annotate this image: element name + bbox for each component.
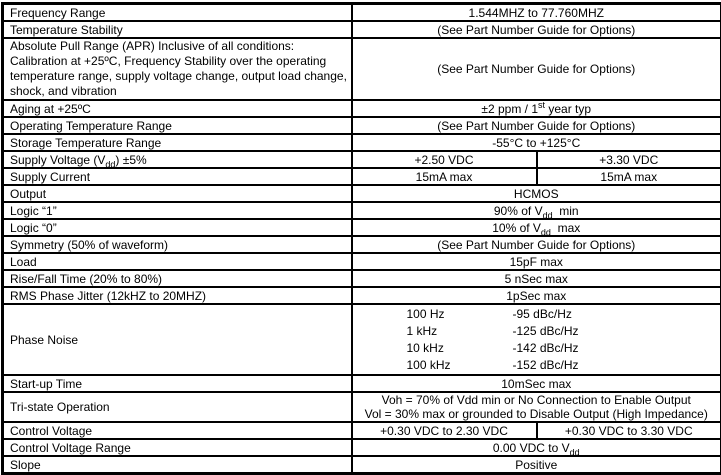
- row-operating-temperature: [3, 117, 721, 134]
- row-phase-noise-value: [352, 304, 721, 375]
- logic-low-value-pre: 10% of V: [492, 221, 541, 235]
- row-rms-phase-jitter-label: RMS Phase Jitter (12kHZ to 20MHZ): [3, 287, 352, 304]
- row-aging: [3, 100, 721, 117]
- row-logic-low: [3, 219, 721, 236]
- row-supply-voltage-label: [3, 151, 352, 168]
- row-rise-fall-time-value: 5 nSec max: [352, 270, 721, 287]
- control-voltage-range-value-pre: 0.00 VDC to V: [493, 441, 570, 455]
- aging-value-superscript: st: [538, 100, 545, 110]
- row-supply-current-value-a: 15mA max: [352, 168, 537, 185]
- logic-high-value-post: min: [553, 204, 579, 218]
- row-temperature-stability-value: (See Part Number Guide for Options): [352, 21, 721, 38]
- row-aging-value: [352, 100, 721, 117]
- row-logic-high: [3, 202, 721, 219]
- supply-voltage-label-pre: Supply Voltage (V: [10, 153, 105, 167]
- row-control-voltage-value-a: +0.30 VDC to 2.30 VDC: [352, 422, 537, 439]
- row-supply-current-value-b: 15mA max: [537, 168, 721, 185]
- row-tristate-operation: [3, 392, 721, 422]
- logic-high-value-subscript: dd: [543, 210, 553, 219]
- row-output-label: Output: [3, 185, 352, 202]
- row-aging-label: Aging at +25ºC: [3, 100, 352, 117]
- row-absolute-pull-range: [3, 38, 721, 100]
- row-symmetry-label: Symmetry (50% of waveform): [3, 236, 352, 253]
- row-slope: [3, 456, 721, 474]
- row-logic-high-label: Logic “1”: [3, 202, 352, 219]
- supply-voltage-label-post: ) ±5%: [115, 153, 146, 167]
- row-temperature-stability: [3, 21, 721, 38]
- row-phase-noise-label: Phase Noise: [3, 304, 352, 375]
- row-slope-label: Slope: [3, 456, 352, 474]
- row-rise-fall-time-label: Rise/Fall Time (20% to 80%): [3, 270, 352, 287]
- tristate-line-enable: Voh = 70% of Vdd min or No Connection to Enable Output: [355, 393, 719, 407]
- row-tristate-operation-value: [352, 392, 721, 422]
- row-logic-high-value: [352, 202, 721, 219]
- row-storage-temperature: [3, 134, 721, 151]
- phase-noise-value: -142 dBc/Hz: [513, 340, 579, 357]
- row-supply-voltage-value-330: +3.30 VDC: [537, 151, 721, 168]
- tristate-line-disable: Vol = 30% max or grounded to Disable Output (High Impedance): [355, 407, 719, 421]
- row-control-voltage: [3, 422, 721, 439]
- row-control-voltage-value-b: +0.30 VDC to 3.30 VDC: [537, 422, 721, 439]
- row-frequency-range-value: 1.544MHZ to 77.760MHZ: [352, 4, 721, 22]
- row-temperature-stability-label: Temperature Stability: [3, 21, 352, 38]
- supply-voltage-label-subscript: dd: [105, 159, 115, 168]
- logic-high-value-pre: 90% of V: [494, 204, 543, 218]
- row-control-voltage-range-label: Control Voltage Range: [3, 439, 352, 456]
- aging-value-post: year typ: [545, 102, 591, 116]
- row-startup-time: [3, 375, 721, 392]
- row-control-voltage-range-value: [352, 439, 721, 456]
- row-supply-current: [3, 168, 721, 185]
- logic-low-value-subscript: dd: [541, 227, 551, 236]
- row-supply-voltage-value-250: +2.50 VDC: [352, 151, 537, 168]
- row-absolute-pull-range-value: (See Part Number Guide for Options): [352, 38, 721, 100]
- phase-noise-freq: 100 Hz: [407, 306, 513, 323]
- row-symmetry-value: (See Part Number Guide for Options): [352, 236, 721, 253]
- row-frequency-range-label: Frequency Range: [3, 4, 352, 22]
- phase-noise-list: [407, 306, 579, 374]
- row-supply-voltage: [3, 151, 721, 168]
- row-startup-time-value: 10mSec max: [352, 375, 721, 392]
- phase-noise-freq: 1 kHz: [407, 323, 513, 340]
- row-load: [3, 253, 721, 270]
- row-absolute-pull-range-label: Absolute Pull Range (APR) Inclusive of all conditions: Calibration at +25ºC, Frequency Stability over the operating temperature range, supply voltage change, output load change, shock, and vibration: [3, 38, 352, 100]
- row-load-label: Load: [3, 253, 352, 270]
- row-control-voltage-range: [3, 439, 721, 456]
- row-control-voltage-label: Control Voltage: [3, 422, 352, 439]
- row-startup-time-label: Start-up Time: [3, 375, 352, 392]
- row-phase-noise: [3, 304, 721, 375]
- row-load-value: 15pF max: [352, 253, 721, 270]
- row-rms-phase-jitter: [3, 287, 721, 304]
- phase-noise-value: -152 dBc/Hz: [513, 357, 579, 374]
- row-rms-phase-jitter-value: 1pSec max: [352, 287, 721, 304]
- spec-table: [1, 2, 721, 475]
- control-voltage-range-value-subscript: dd: [570, 447, 580, 456]
- row-slope-value: Positive: [352, 456, 721, 474]
- row-output-value: HCMOS: [352, 185, 721, 202]
- aging-value-pre: ±2 ppm / 1: [481, 102, 538, 116]
- logic-low-value-post: max: [551, 221, 580, 235]
- row-storage-temperature-value: -55°C to +125°C: [352, 134, 721, 151]
- row-tristate-operation-label: Tri-state Operation: [3, 392, 352, 422]
- phase-noise-value: -95 dBc/Hz: [513, 306, 579, 323]
- row-operating-temperature-label: Operating Temperature Range: [3, 117, 352, 134]
- row-logic-low-value: [352, 219, 721, 236]
- row-rise-fall-time: [3, 270, 721, 287]
- row-symmetry: [3, 236, 721, 253]
- phase-noise-freq: 100 kHz: [407, 357, 513, 374]
- row-supply-current-label: Supply Current: [3, 168, 352, 185]
- row-frequency-range: [3, 4, 721, 22]
- phase-noise-value: -125 dBc/Hz: [513, 323, 579, 340]
- row-storage-temperature-label: Storage Temperature Range: [3, 134, 352, 151]
- phase-noise-freq: 10 kHz: [407, 340, 513, 357]
- row-logic-low-label: Logic “0”: [3, 219, 352, 236]
- row-operating-temperature-value: (See Part Number Guide for Options): [352, 117, 721, 134]
- row-output: [3, 185, 721, 202]
